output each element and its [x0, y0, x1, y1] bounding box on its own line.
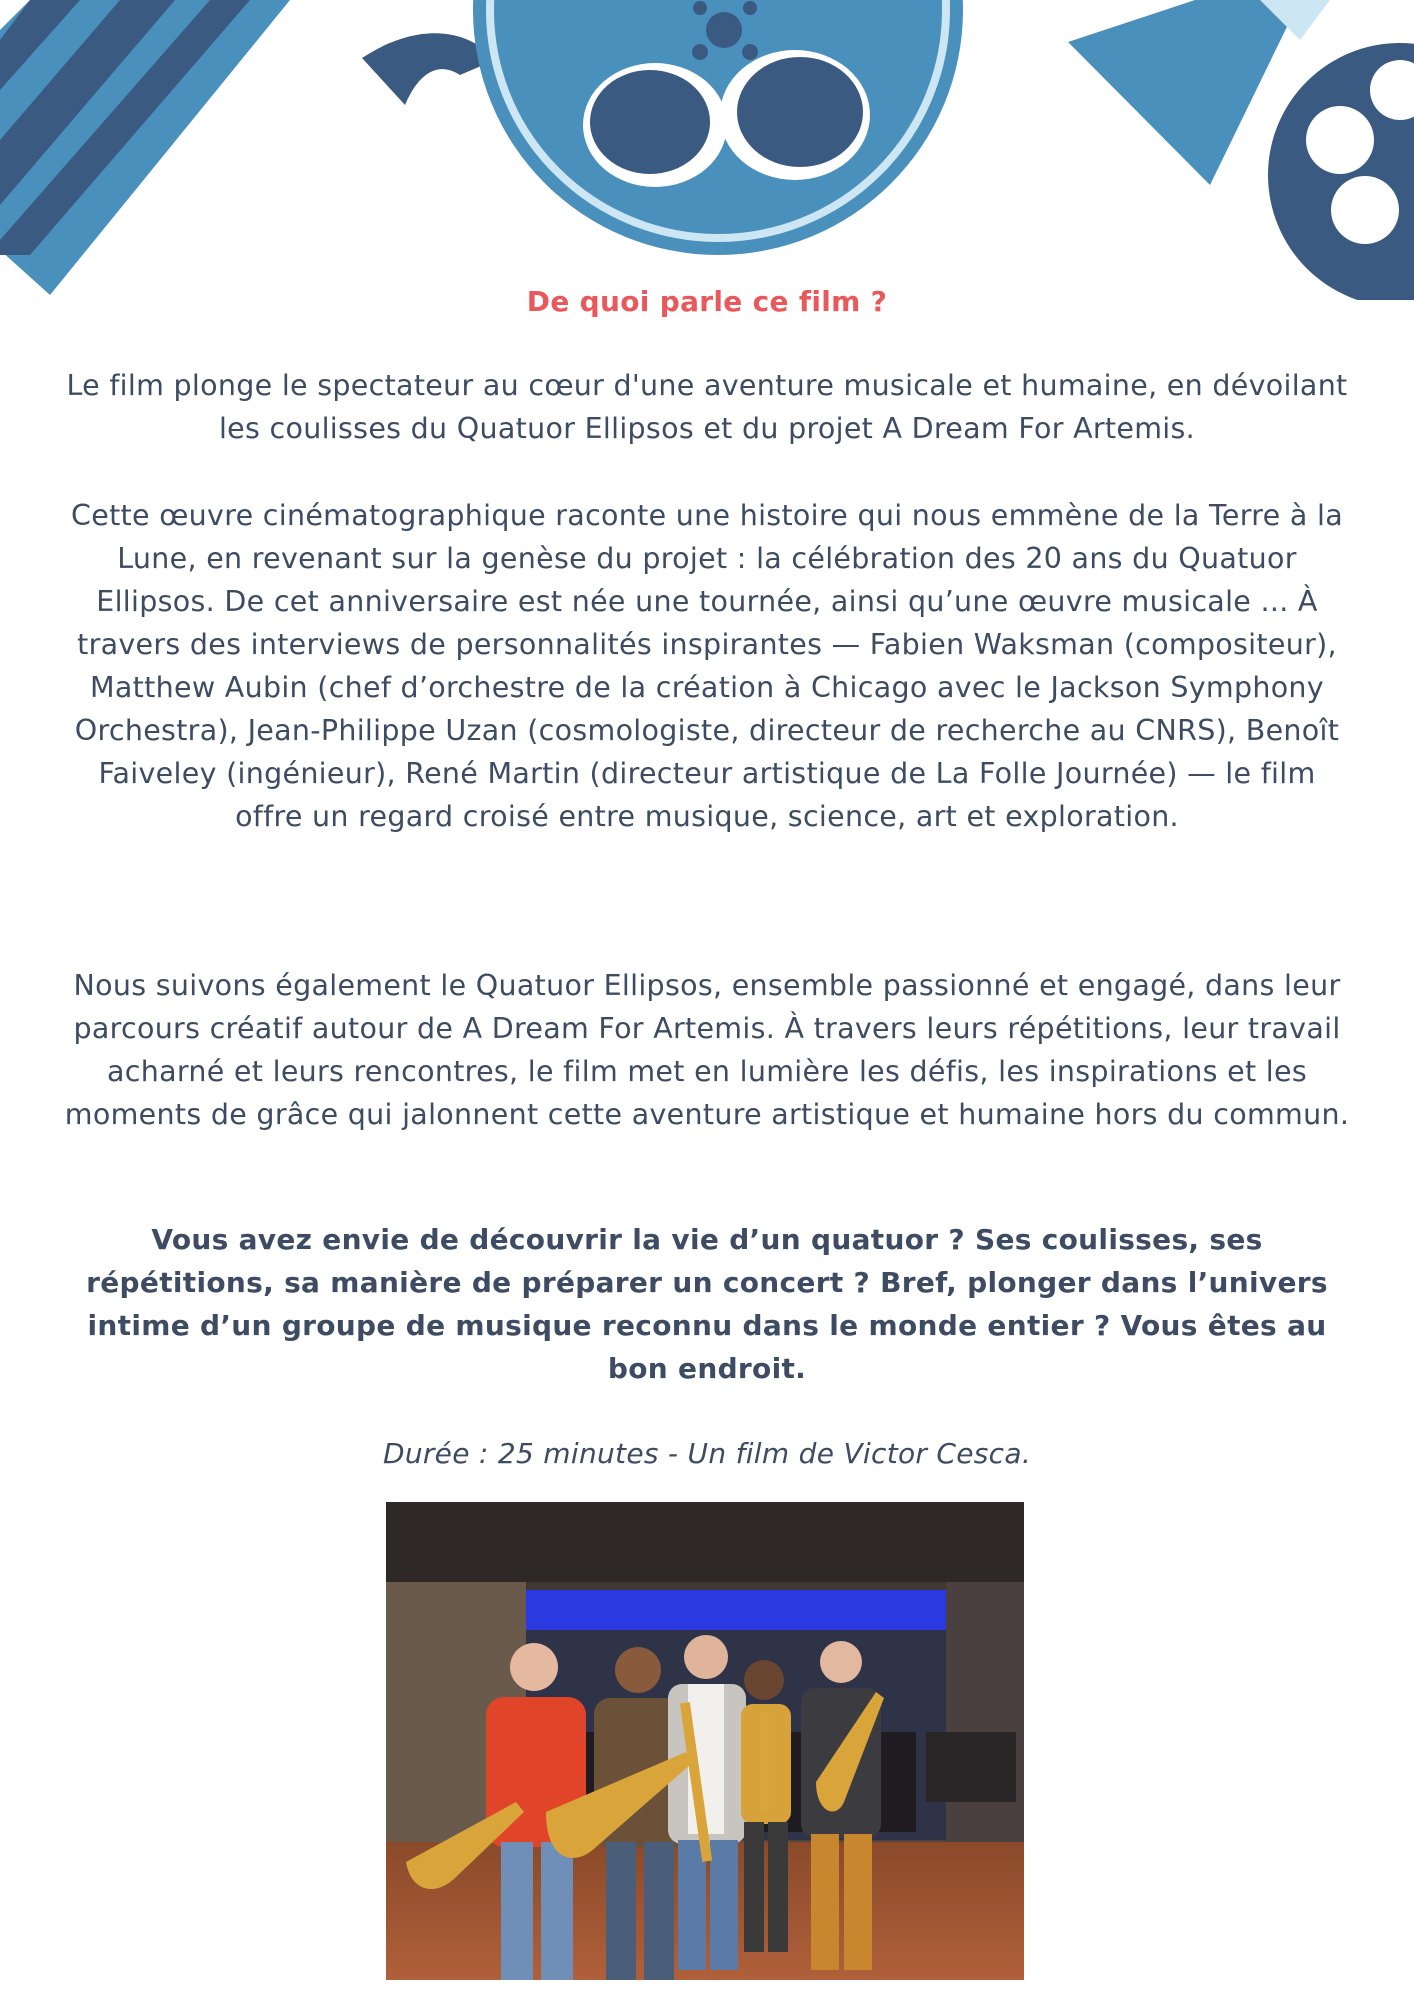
- ensemble-paragraph: Nous suivons également le Quatuor Ellipsos, ensemble passionné et engagé, dans leur parcours créatif autour de A Dream For Artemis. À travers leurs répétitions, leur travail acharné et leurs rencontres, le film met en lumière les défis, les inspirations et les moments de grâce qui jalonnent cette aventure artistique et humaine hors du commun.: [64, 969, 1350, 1131]
- section-heading: De quoi parle ce film ?: [526, 285, 888, 318]
- ribbon-icon: [362, 33, 495, 105]
- intro-paragraph: Le film plonge le spectateur au cœur d'une aventure musicale et humaine, en dévoilant les coulisses du Quatuor Ellipsos et du projet A Dream For Artemis.: [66, 369, 1348, 445]
- small-film-reel-icon: [1268, 43, 1414, 300]
- callout-paragraph: Vous avez envie de découvrir la vie d’un quatuor ? Ses coulisses, ses répétitions, sa manière de préparer un concert ? Bref, plonger dans l’univers intime d’un groupe de musique reconnu dans le monde entier ? Vous êtes au bon endroit.: [86, 1223, 1328, 1385]
- film-reel-icon: [473, 0, 963, 255]
- film-strip-icon: [0, 0, 290, 295]
- ensemble-photo: [386, 1502, 1024, 1980]
- header-decoration: [0, 0, 1414, 300]
- film-duration-credit: Durée : 25 minutes - Un film de Victor Cesca.: [382, 1437, 1032, 1470]
- story-paragraph: Cette œuvre cinématographique raconte une histoire qui nous emmène de la Terre à la Lune, en revenant sur la genèse du projet : la célébration des 20 ans du Quatuor Ellipsos. De cet anniversaire est née une tournée, ainsi qu’une œuvre musicale ... À travers des interviews de personnalités inspirantes — Fabien Waksman (compositeur), Matthew Aubin (chef d’orchestre de la création à Chicago avec le Jackson Symphony Orchestra), Jean-Philippe Uzan (cosmologiste, directeur de recherche au CNRS), Benoît Faiveley (ingénieur), René Martin (directeur artistique de La Folle Journée) — le film offre un regard croisé entre musique, science, art et exploration.: [71, 499, 1343, 833]
